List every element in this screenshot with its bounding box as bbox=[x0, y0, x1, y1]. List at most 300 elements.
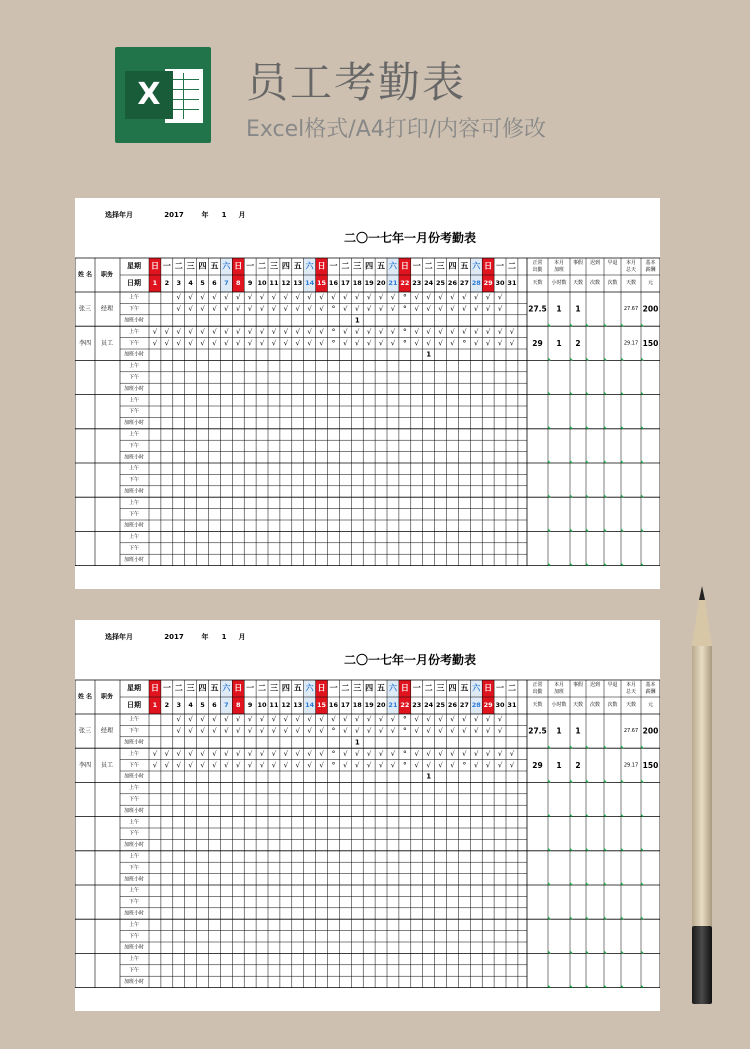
attendance-mark-cell: √ bbox=[176, 293, 181, 302]
weekday-cell: 三 bbox=[186, 261, 195, 271]
attendance-mark-cell: √ bbox=[176, 761, 181, 770]
period-label: 下午 bbox=[128, 374, 140, 381]
attendance-mark-cell: √ bbox=[152, 327, 158, 336]
green-corner-mark bbox=[621, 323, 624, 326]
weekday-cell: 一 bbox=[329, 683, 338, 693]
attendance-mark-cell: √ bbox=[426, 293, 431, 302]
green-corner-mark bbox=[641, 916, 644, 919]
attendance-mark-cell: √ bbox=[236, 727, 241, 736]
weekday-cell: 二 bbox=[341, 683, 350, 693]
summary-header-line2: 加班 bbox=[553, 689, 565, 695]
period-label: 上午 bbox=[128, 921, 140, 928]
attendance-mark-cell: √ bbox=[414, 761, 419, 770]
attendance-mark-cell: √ bbox=[485, 293, 491, 302]
summary-value-cell: 27.67 bbox=[623, 728, 639, 735]
pencil-icon bbox=[690, 586, 714, 1006]
summary-header-line1: 事假 bbox=[572, 682, 584, 688]
attendance-mark-cell: √ bbox=[355, 339, 360, 348]
logo-letter: X bbox=[125, 71, 173, 119]
period-label: 上午 bbox=[128, 716, 140, 723]
attendance-mark-cell: √ bbox=[200, 305, 205, 314]
green-corner-mark bbox=[621, 916, 624, 919]
attendance-mark-cell: √ bbox=[378, 305, 384, 314]
attendance-mark-cell: √ bbox=[283, 749, 289, 758]
attendance-mark-cell: √ bbox=[236, 293, 241, 302]
attendance-mark-cell: √ bbox=[152, 761, 158, 770]
attendance-mark-cell: √ bbox=[426, 305, 431, 314]
attendance-mark-cell: √ bbox=[212, 327, 217, 336]
green-corner-mark bbox=[604, 745, 607, 748]
summary-value-cell: 27.67 bbox=[623, 306, 639, 313]
date-cell: 13 bbox=[293, 701, 303, 709]
green-corner-mark bbox=[641, 426, 644, 429]
date-cell: 17 bbox=[340, 701, 350, 709]
attendance-mark-cell: √ bbox=[236, 305, 241, 314]
date-cell: 30 bbox=[495, 701, 505, 709]
attendance-mark-cell: √ bbox=[283, 727, 289, 736]
attendance-mark-cell: √ bbox=[283, 761, 289, 770]
weekday-cell: 日 bbox=[400, 683, 409, 693]
summary-unit-cell: 小时数 bbox=[551, 280, 567, 286]
attendance-mark-cell: √ bbox=[474, 761, 479, 770]
attendance-mark-cell: √ bbox=[259, 715, 265, 724]
attendance-mark-cell: √ bbox=[355, 727, 360, 736]
date-cell: 14 bbox=[305, 701, 315, 709]
weekday-cell: 二 bbox=[424, 683, 433, 693]
summary-header-line1: 迟到 bbox=[589, 260, 601, 266]
attendance-mark-cell: ° bbox=[331, 760, 336, 770]
attendance-mark-cell: ° bbox=[402, 327, 407, 337]
summary-value-cell: 150 bbox=[642, 338, 659, 348]
employee-name: 张三 bbox=[78, 727, 92, 735]
date-cell: 24 bbox=[424, 279, 434, 287]
attendance-mark-cell: √ bbox=[497, 293, 503, 302]
weekday-cell: 二 bbox=[174, 683, 183, 693]
attendance-mark-cell: √ bbox=[414, 327, 419, 336]
date-cell: 27 bbox=[459, 701, 469, 709]
date-cell: 6 bbox=[212, 701, 217, 709]
attendance-mark-cell: √ bbox=[366, 327, 372, 336]
green-corner-mark bbox=[570, 848, 573, 851]
weekday-cell: 五 bbox=[293, 261, 302, 271]
green-corner-mark bbox=[570, 916, 573, 919]
attendance-mark-cell: √ bbox=[295, 339, 300, 348]
weekday-cell: 六 bbox=[305, 683, 314, 693]
attendance-mark-cell: √ bbox=[497, 761, 503, 770]
weekday-cell: 日 bbox=[484, 683, 493, 693]
attendance-mark-cell: √ bbox=[485, 305, 491, 314]
attendance-mark-cell: √ bbox=[176, 715, 181, 724]
summary-value-cell: 1 bbox=[556, 726, 562, 736]
period-label: 下午 bbox=[128, 442, 140, 449]
green-corner-mark bbox=[548, 882, 551, 885]
attendance-mark-cell: √ bbox=[462, 715, 467, 724]
period-label: 上午 bbox=[128, 499, 140, 506]
select-month-label: 选择年月 bbox=[105, 633, 133, 641]
attendance-mark-cell: √ bbox=[378, 761, 384, 770]
period-label: 加班小时 bbox=[123, 944, 145, 951]
summary-header-line1: 基本 bbox=[645, 682, 656, 688]
date-cell: 15 bbox=[317, 701, 327, 709]
date-cell: 14 bbox=[305, 279, 315, 287]
attendance-mark-cell: ° bbox=[402, 304, 407, 314]
attendance-mark-cell: √ bbox=[343, 761, 348, 770]
summary-header-line1: 正常 bbox=[532, 682, 543, 688]
green-corner-mark bbox=[548, 357, 551, 360]
date-cell: 5 bbox=[200, 279, 205, 287]
green-corner-mark bbox=[621, 494, 624, 497]
green-corner-mark bbox=[570, 426, 573, 429]
attendance-mark-cell: √ bbox=[438, 293, 443, 302]
attendance-mark-cell: √ bbox=[271, 715, 277, 724]
date-cell: 5 bbox=[200, 701, 205, 709]
attendance-mark-cell: √ bbox=[485, 749, 491, 758]
green-corner-mark bbox=[548, 563, 551, 566]
green-corner-mark bbox=[586, 357, 589, 360]
attendance-mark-cell: √ bbox=[319, 715, 324, 724]
summary-unit-cell: 次数 bbox=[589, 280, 601, 286]
attendance-mark-cell: √ bbox=[164, 761, 170, 770]
attendance-mark-cell: √ bbox=[236, 715, 241, 724]
period-label: 下午 bbox=[128, 728, 140, 735]
date-cell: 31 bbox=[507, 279, 517, 287]
attendance-mark-cell: √ bbox=[355, 749, 360, 758]
attendance-mark-cell: √ bbox=[366, 761, 372, 770]
attendance-mark-cell: √ bbox=[474, 293, 479, 302]
date-cell: 27 bbox=[459, 279, 469, 287]
attendance-mark-cell: √ bbox=[295, 293, 300, 302]
summary-unit-cell: 天数 bbox=[532, 702, 543, 708]
attendance-mark-cell: √ bbox=[224, 305, 229, 314]
green-corner-mark bbox=[641, 392, 644, 395]
weekday-cell: 三 bbox=[269, 683, 278, 693]
attendance-mark-cell: √ bbox=[378, 727, 384, 736]
attendance-table-1 bbox=[75, 198, 660, 589]
attendance-mark-cell: √ bbox=[271, 305, 277, 314]
summary-unit-cell: 次数 bbox=[589, 702, 601, 708]
date-cell: 18 bbox=[352, 701, 362, 709]
period-label: 上午 bbox=[128, 431, 140, 438]
attendance-mark-cell: √ bbox=[307, 339, 312, 348]
attendance-mark-cell: √ bbox=[247, 339, 253, 348]
period-label: 下午 bbox=[128, 864, 140, 871]
green-corner-mark bbox=[548, 916, 551, 919]
weekday-cell: 日 bbox=[317, 261, 326, 271]
period-label: 加班小时 bbox=[123, 556, 145, 563]
attendance-mark-cell: √ bbox=[295, 327, 300, 336]
attendance-mark-cell: √ bbox=[497, 305, 503, 314]
attendance-mark-cell: √ bbox=[474, 715, 479, 724]
column-name-header: 姓 名 bbox=[77, 693, 93, 701]
summary-unit-cell: 天数 bbox=[572, 702, 584, 708]
summary-value-cell: 1 bbox=[575, 726, 581, 736]
green-corner-mark bbox=[604, 357, 607, 360]
attendance-mark-cell: √ bbox=[485, 339, 491, 348]
green-corner-mark bbox=[604, 779, 607, 782]
attendance-mark-cell: ° bbox=[331, 304, 336, 314]
attendance-mark-cell: √ bbox=[176, 749, 181, 758]
period-label: 下午 bbox=[128, 477, 140, 484]
attendance-mark-cell: √ bbox=[378, 339, 384, 348]
attendance-mark-cell: √ bbox=[343, 339, 348, 348]
summary-header-line1: 早退 bbox=[607, 260, 618, 266]
summary-value-cell: 150 bbox=[642, 760, 659, 770]
weekday-cell: 一 bbox=[329, 261, 338, 271]
attendance-mark-cell: √ bbox=[509, 761, 515, 770]
date-cell: 31 bbox=[507, 701, 517, 709]
attendance-mark-cell: √ bbox=[283, 305, 289, 314]
summary-value-cell: 27.5 bbox=[528, 726, 547, 736]
attendance-mark-cell: √ bbox=[474, 727, 479, 736]
attendance-mark-cell: √ bbox=[438, 327, 443, 336]
summary-value-cell: 2 bbox=[575, 760, 581, 770]
green-corner-mark bbox=[570, 357, 573, 360]
green-corner-mark bbox=[621, 814, 624, 817]
green-corner-mark bbox=[604, 882, 607, 885]
attendance-mark-cell: √ bbox=[462, 293, 467, 302]
weekday-cell: 日 bbox=[317, 683, 326, 693]
green-corner-mark bbox=[604, 985, 607, 988]
summary-header-line1: 基本 bbox=[645, 260, 656, 266]
weekday-cell: 日 bbox=[234, 683, 243, 693]
attendance-mark-cell: √ bbox=[188, 305, 193, 314]
weekday-cell: 三 bbox=[353, 683, 362, 693]
attendance-mark-cell: √ bbox=[343, 305, 348, 314]
green-corner-mark bbox=[586, 882, 589, 885]
attendance-mark-cell: √ bbox=[462, 727, 467, 736]
green-corner-mark bbox=[586, 985, 589, 988]
attendance-mark-cell: √ bbox=[438, 761, 443, 770]
attendance-mark-cell: √ bbox=[378, 293, 384, 302]
attendance-mark-cell: √ bbox=[259, 305, 265, 314]
attendance-mark-cell: √ bbox=[390, 715, 396, 724]
attendance-mark-cell: √ bbox=[450, 305, 455, 314]
date-cell: 2 bbox=[164, 279, 170, 287]
date-cell: 25 bbox=[436, 701, 446, 709]
date-cell: 7 bbox=[224, 701, 229, 709]
summary-unit-cell: 天数 bbox=[625, 702, 637, 708]
attendance-mark-cell: √ bbox=[343, 715, 348, 724]
period-label: 加班小时 bbox=[123, 807, 145, 814]
attendance-mark-cell: √ bbox=[414, 293, 419, 302]
attendance-mark-cell: √ bbox=[164, 749, 170, 758]
page-subtitle: Excel格式/A4打印/内容可修改 bbox=[246, 117, 547, 142]
green-corner-mark bbox=[586, 814, 589, 817]
summary-value-cell: 29.17 bbox=[623, 340, 639, 347]
attendance-mark-cell: √ bbox=[497, 727, 503, 736]
green-corner-mark bbox=[621, 779, 624, 782]
attendance-mark-cell: √ bbox=[497, 339, 503, 348]
date-cell: 16 bbox=[328, 279, 338, 287]
date-cell: 19 bbox=[364, 701, 374, 709]
attendance-mark-cell: √ bbox=[343, 327, 348, 336]
period-label: 加班小时 bbox=[123, 420, 145, 427]
month-label: 月 bbox=[238, 633, 246, 641]
month-value: 1 bbox=[221, 211, 227, 219]
date-cell: 9 bbox=[247, 701, 253, 709]
attendance-mark-cell: √ bbox=[343, 749, 348, 758]
green-corner-mark bbox=[570, 985, 573, 988]
period-label: 加班小时 bbox=[123, 876, 145, 883]
date-cell: 20 bbox=[376, 701, 386, 709]
attendance-mark-cell: √ bbox=[259, 327, 265, 336]
attendance-mark-cell: √ bbox=[366, 749, 372, 758]
period-label: 下午 bbox=[128, 899, 140, 906]
column-job-header: 职务 bbox=[100, 693, 114, 701]
date-cell: 30 bbox=[495, 279, 505, 287]
attendance-mark-cell: √ bbox=[236, 327, 241, 336]
attendance-mark-cell: √ bbox=[390, 305, 396, 314]
weekday-cell: 五 bbox=[210, 261, 219, 271]
attendance-mark-cell: √ bbox=[188, 761, 193, 770]
attendance-mark-cell: √ bbox=[200, 715, 205, 724]
period-label: 加班小时 bbox=[123, 910, 145, 917]
weekday-cell: 三 bbox=[353, 261, 362, 271]
attendance-mark-cell: √ bbox=[474, 339, 479, 348]
attendance-mark-cell: √ bbox=[450, 715, 455, 724]
attendance-mark-cell: ° bbox=[331, 749, 336, 759]
summary-unit-cell: 次数 bbox=[607, 280, 618, 286]
summary-header-line2: 薪酬 bbox=[645, 689, 656, 695]
summary-header-line2: 加班 bbox=[553, 267, 565, 273]
period-label: 上午 bbox=[128, 785, 140, 792]
weekday-cell: 六 bbox=[222, 683, 231, 693]
summary-unit-cell: 天数 bbox=[532, 280, 543, 286]
green-corner-mark bbox=[604, 950, 607, 953]
green-corner-mark bbox=[570, 392, 573, 395]
summary-unit-cell: 元 bbox=[647, 702, 654, 708]
weekday-cell: 六 bbox=[222, 261, 231, 271]
weekday-cell: 六 bbox=[388, 261, 397, 271]
weekday-row-label: 星期 bbox=[127, 262, 141, 270]
attendance-mark-cell: √ bbox=[390, 749, 396, 758]
weekday-cell: 二 bbox=[507, 261, 516, 271]
weekday-cell: 一 bbox=[496, 261, 505, 271]
period-label: 下午 bbox=[128, 933, 140, 940]
attendance-table-2 bbox=[75, 620, 660, 1011]
attendance-mark-cell: √ bbox=[247, 715, 253, 724]
attendance-mark-cell: √ bbox=[485, 327, 491, 336]
attendance-mark-cell: √ bbox=[188, 749, 193, 758]
attendance-mark-cell: √ bbox=[259, 761, 265, 770]
green-corner-mark bbox=[570, 460, 573, 463]
green-corner-mark bbox=[621, 985, 624, 988]
attendance-mark-cell: √ bbox=[247, 293, 253, 302]
attendance-mark-cell: √ bbox=[283, 339, 289, 348]
period-label: 上午 bbox=[128, 853, 140, 860]
attendance-mark-cell: √ bbox=[355, 305, 360, 314]
green-corner-mark bbox=[604, 460, 607, 463]
green-corner-mark bbox=[570, 323, 573, 326]
year-value: 2017 bbox=[164, 633, 184, 641]
attendance-mark-cell: √ bbox=[414, 339, 419, 348]
green-corner-mark bbox=[604, 848, 607, 851]
attendance-mark-cell: √ bbox=[355, 293, 360, 302]
attendance-mark-cell: √ bbox=[200, 339, 205, 348]
green-corner-mark bbox=[586, 745, 589, 748]
green-corner-mark bbox=[641, 882, 644, 885]
column-job-header: 职务 bbox=[100, 271, 114, 279]
green-corner-mark bbox=[548, 745, 551, 748]
date-row-label: 日期 bbox=[127, 279, 141, 287]
attendance-mark-cell: √ bbox=[295, 761, 300, 770]
attendance-mark-cell: √ bbox=[319, 293, 324, 302]
attendance-mark-cell: √ bbox=[164, 339, 170, 348]
summary-header-line1: 本月 bbox=[553, 682, 565, 688]
attendance-mark-cell: √ bbox=[366, 339, 372, 348]
green-corner-mark bbox=[548, 848, 551, 851]
date-cell: 9 bbox=[247, 279, 253, 287]
weekday-cell: 三 bbox=[269, 261, 278, 271]
summary-unit-cell: 天数 bbox=[572, 280, 584, 286]
green-corner-mark bbox=[570, 494, 573, 497]
date-cell: 2 bbox=[164, 701, 170, 709]
summary-value-cell: 2 bbox=[575, 338, 581, 348]
summary-header-line1: 本月 bbox=[625, 682, 637, 688]
period-label: 上午 bbox=[128, 534, 140, 541]
attendance-mark-cell: √ bbox=[509, 327, 515, 336]
attendance-mark-cell: √ bbox=[259, 749, 265, 758]
date-cell: 8 bbox=[235, 279, 241, 287]
attendance-mark-cell: √ bbox=[271, 293, 277, 302]
green-corner-mark bbox=[641, 460, 644, 463]
summary-header-line2: 薪酬 bbox=[645, 267, 656, 273]
date-cell: 10 bbox=[257, 279, 267, 287]
attendance-mark-cell: ° bbox=[402, 726, 407, 736]
attendance-mark-cell: √ bbox=[236, 339, 241, 348]
summary-header-line1: 早退 bbox=[607, 682, 618, 688]
attendance-mark-cell: √ bbox=[426, 715, 431, 724]
attendance-mark-cell: √ bbox=[271, 761, 277, 770]
attendance-mark-cell: √ bbox=[176, 327, 181, 336]
overtime-hours-cell: 1 bbox=[354, 738, 360, 747]
attendance-mark-cell: √ bbox=[497, 327, 503, 336]
attendance-mark-cell: √ bbox=[474, 305, 479, 314]
period-label: 上午 bbox=[128, 750, 140, 757]
attendance-mark-cell: √ bbox=[355, 327, 360, 336]
weekday-cell: 五 bbox=[377, 261, 386, 271]
weekday-cell: 四 bbox=[281, 683, 290, 693]
attendance-mark-cell: √ bbox=[438, 305, 443, 314]
green-corner-mark bbox=[641, 323, 644, 326]
green-corner-mark bbox=[586, 563, 589, 566]
attendance-mark-cell: √ bbox=[462, 749, 467, 758]
date-cell: 4 bbox=[188, 701, 193, 709]
green-corner-mark bbox=[548, 950, 551, 953]
attendance-mark-cell: √ bbox=[200, 293, 205, 302]
attendance-mark-cell: √ bbox=[426, 327, 431, 336]
attendance-mark-cell: √ bbox=[355, 715, 360, 724]
green-corner-mark bbox=[621, 392, 624, 395]
green-corner-mark bbox=[586, 950, 589, 953]
attendance-mark-cell: √ bbox=[485, 727, 491, 736]
attendance-sheet-2 bbox=[75, 620, 660, 1011]
date-cell: 1 bbox=[152, 701, 158, 709]
period-label: 下午 bbox=[128, 967, 140, 974]
attendance-mark-cell: √ bbox=[247, 761, 253, 770]
attendance-mark-cell: √ bbox=[224, 715, 229, 724]
period-label: 加班小时 bbox=[123, 454, 145, 461]
attendance-mark-cell: √ bbox=[236, 761, 241, 770]
date-cell: 20 bbox=[376, 279, 386, 287]
attendance-mark-cell: √ bbox=[378, 715, 384, 724]
weekday-cell: 一 bbox=[412, 261, 421, 271]
date-cell: 8 bbox=[235, 701, 241, 709]
attendance-mark-cell: √ bbox=[366, 305, 372, 314]
attendance-mark-cell: √ bbox=[212, 305, 217, 314]
attendance-mark-cell: √ bbox=[307, 715, 312, 724]
employee-job: 员工 bbox=[100, 339, 114, 347]
